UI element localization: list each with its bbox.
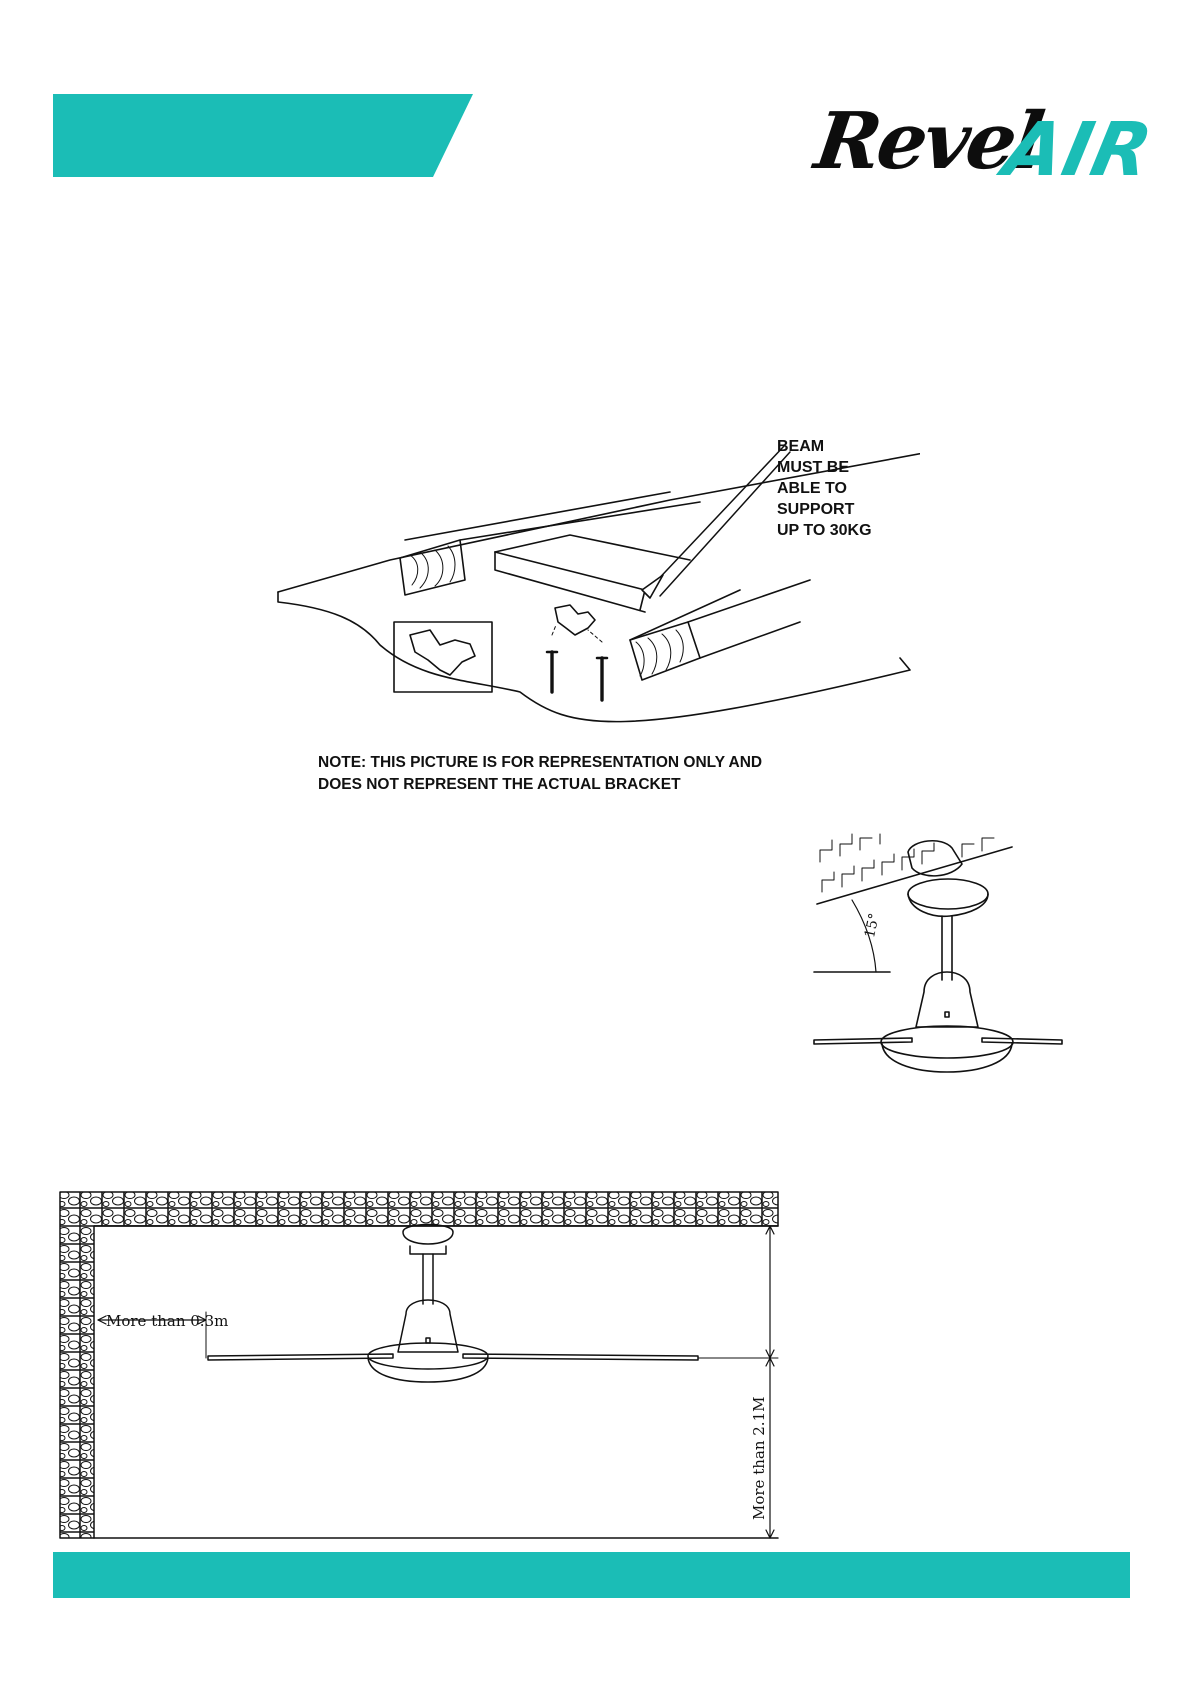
beam-right-bottom bbox=[700, 622, 800, 658]
room-clearance-diagram bbox=[58, 1190, 794, 1542]
cross-beam-back bbox=[495, 535, 690, 560]
fan-blade-right bbox=[982, 1038, 1062, 1044]
room-fan-downrod bbox=[423, 1254, 433, 1304]
callout-arrow-shaft-2 bbox=[660, 452, 790, 596]
logo-air-text: AIR bbox=[996, 107, 1160, 193]
angle-label: 15° bbox=[862, 911, 883, 940]
room-fan-light bbox=[368, 1343, 488, 1369]
header-accent-band bbox=[53, 94, 473, 177]
ceiling-board-edge bbox=[278, 592, 910, 722]
bracket-small bbox=[555, 605, 595, 635]
ceiling-hatch bbox=[820, 834, 994, 892]
fan-downrod bbox=[942, 916, 952, 980]
fan-blade-left bbox=[814, 1038, 912, 1044]
beam-left-top-line bbox=[405, 492, 670, 540]
beam-callout-label: BEAM MUST BE ABLE TO SUPPORT UP TO 30KG bbox=[777, 438, 872, 539]
floor-clearance-label: More than 2.1M bbox=[750, 1396, 768, 1520]
room-fan-light-dome bbox=[368, 1358, 488, 1382]
representation-note: NOTE: THIS PICTURE IS FOR REPRESENTATION ONLY AND DOES NOT REPRESENT THE ACTUAL BRACKET bbox=[318, 754, 763, 793]
bracket-inset-box bbox=[394, 622, 492, 692]
fan-canopy bbox=[908, 841, 962, 876]
fan-motor-body bbox=[916, 972, 978, 1027]
cross-beam-front bbox=[495, 552, 645, 612]
cross-beam-top bbox=[495, 552, 645, 610]
room-fan-canopy-neck bbox=[410, 1246, 446, 1254]
revelair-logo bbox=[809, 96, 1160, 193]
beam-right-top bbox=[688, 580, 810, 622]
fan-indicator bbox=[945, 1012, 949, 1017]
callout-arrow-shaft bbox=[650, 445, 785, 588]
callout-arrowhead bbox=[642, 575, 663, 598]
wood-grain-right bbox=[636, 630, 683, 676]
beam-right-back bbox=[630, 590, 740, 640]
room-fan-blade-right bbox=[463, 1354, 698, 1360]
wall-clearance-label: More than 0.3m bbox=[106, 1312, 229, 1330]
sloped-ceiling-diagram bbox=[812, 832, 1068, 1084]
footer-accent-band bbox=[53, 1552, 1130, 1598]
beam-end-right bbox=[630, 622, 700, 680]
fan-top-cap bbox=[908, 879, 988, 909]
logo-revel-text: Revel bbox=[809, 96, 1047, 187]
room-fan-blade-left bbox=[208, 1354, 393, 1360]
room-fan-canopy bbox=[403, 1225, 453, 1245]
